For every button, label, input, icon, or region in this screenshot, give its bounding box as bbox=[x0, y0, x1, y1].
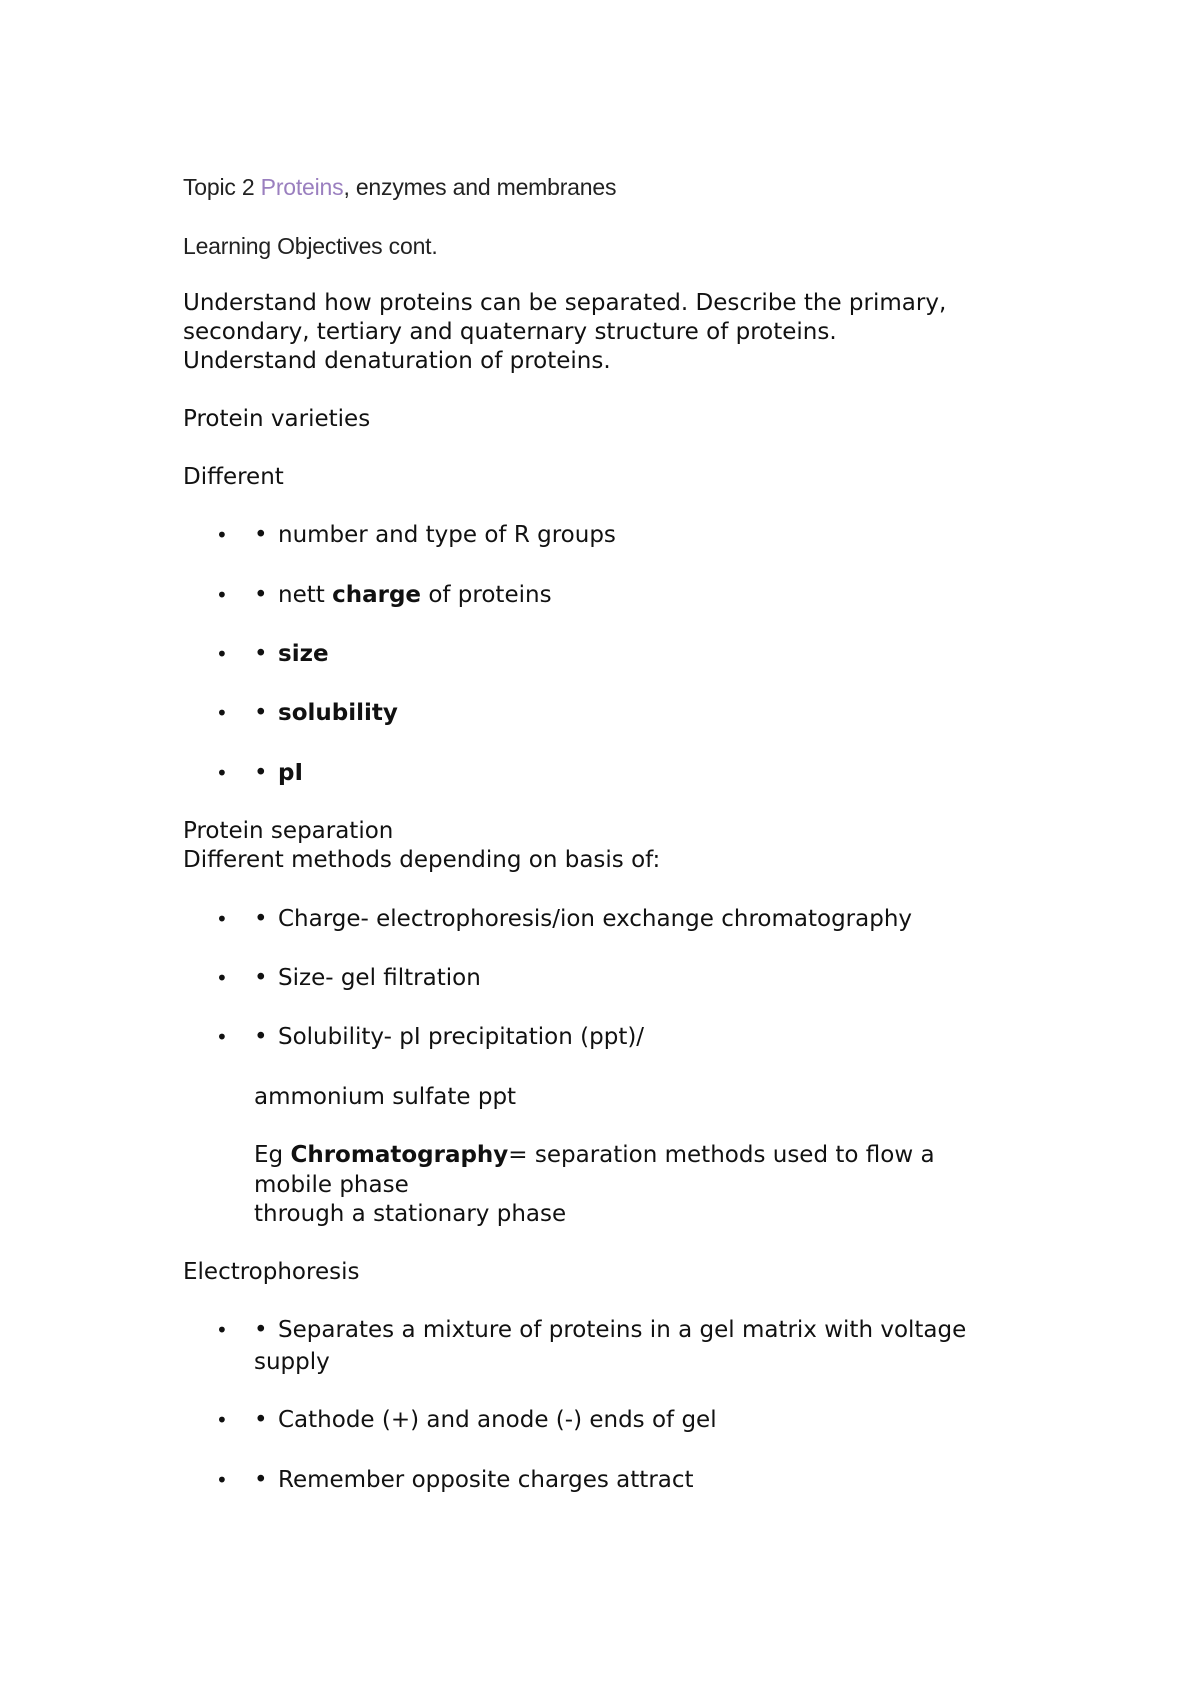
inner-bullet-icon: • bbox=[254, 1317, 268, 1343]
method-continuation: ammonium sulfate ppt bbox=[254, 1084, 517, 1110]
page-title bbox=[183, 174, 616, 201]
bullet-icon: • bbox=[216, 701, 228, 725]
bullet-icon: • bbox=[216, 907, 228, 931]
chromatography-note-line: mobile phase bbox=[254, 1172, 409, 1198]
inner-bullet-icon: • bbox=[254, 1407, 268, 1433]
inner-bullet-icon: • bbox=[254, 582, 268, 608]
separation-heading: Protein separation bbox=[183, 818, 394, 844]
inner-bullet-icon: • bbox=[254, 965, 268, 991]
list-item: • • size bbox=[216, 641, 329, 667]
bullet-icon: • bbox=[216, 1408, 228, 1432]
electrophoresis-heading: Electrophoresis bbox=[183, 1259, 360, 1285]
separation-intro: Different methods depending on basis of: bbox=[183, 847, 661, 873]
list-item: • • nett charge of proteins bbox=[216, 582, 552, 608]
title-suffix: , enzymes and membranes bbox=[343, 174, 617, 200]
bullet-icon: • bbox=[216, 1318, 228, 1342]
list-item: • • number and type of R groups bbox=[216, 522, 616, 548]
inner-bullet-icon: • bbox=[254, 1024, 268, 1050]
list-item: • • Charge- electrophoresis/ion exchange chromatography bbox=[216, 906, 913, 932]
bullet-icon: • bbox=[216, 642, 228, 666]
chromatography-note: Eg Chromatography= separation methods used to flow a bbox=[254, 1142, 935, 1168]
varieties-intro: Different bbox=[183, 464, 284, 490]
objective-line: Understand how proteins can be separated. Describe the primary, bbox=[183, 290, 947, 316]
bullet-icon: • bbox=[216, 1025, 228, 1049]
list-item: • • pI bbox=[216, 760, 304, 786]
title-accent-word: Proteins bbox=[260, 174, 344, 200]
list-item: • • Size- gel filtration bbox=[216, 965, 481, 991]
list-item: • • Cathode (+) and anode (-) ends of gel bbox=[216, 1407, 717, 1433]
list-item: • • Solubility- pI precipitation (ppt)/ bbox=[216, 1024, 645, 1050]
bullet-icon: • bbox=[216, 583, 228, 607]
objectives-heading: Learning Objectives cont. bbox=[183, 233, 438, 259]
bullet-icon: • bbox=[216, 761, 228, 785]
list-item: • • Separates a mixture of proteins in a gel matrix with voltage bbox=[216, 1317, 967, 1343]
chromatography-note-line: through a stationary phase bbox=[254, 1201, 567, 1227]
objective-line: Understand denaturation of proteins. bbox=[183, 348, 611, 374]
inner-bullet-icon: • bbox=[254, 700, 268, 726]
inner-bullet-icon: • bbox=[254, 522, 268, 548]
list-item: • • Remember opposite charges attract bbox=[216, 1467, 694, 1493]
list-item: • • solubility bbox=[216, 700, 398, 726]
objective-line: secondary, tertiary and quaternary structure of proteins. bbox=[183, 319, 837, 345]
title-prefix: Topic 2 bbox=[183, 174, 261, 200]
bullet-icon: • bbox=[216, 966, 228, 990]
list-item-continuation: supply bbox=[254, 1349, 330, 1375]
inner-bullet-icon: • bbox=[254, 906, 268, 932]
inner-bullet-icon: • bbox=[254, 1467, 268, 1493]
bullet-icon: • bbox=[216, 523, 228, 547]
varieties-heading: Protein varieties bbox=[183, 406, 371, 432]
bullet-icon: • bbox=[216, 1468, 228, 1492]
inner-bullet-icon: • bbox=[254, 641, 268, 667]
inner-bullet-icon: • bbox=[254, 760, 268, 786]
